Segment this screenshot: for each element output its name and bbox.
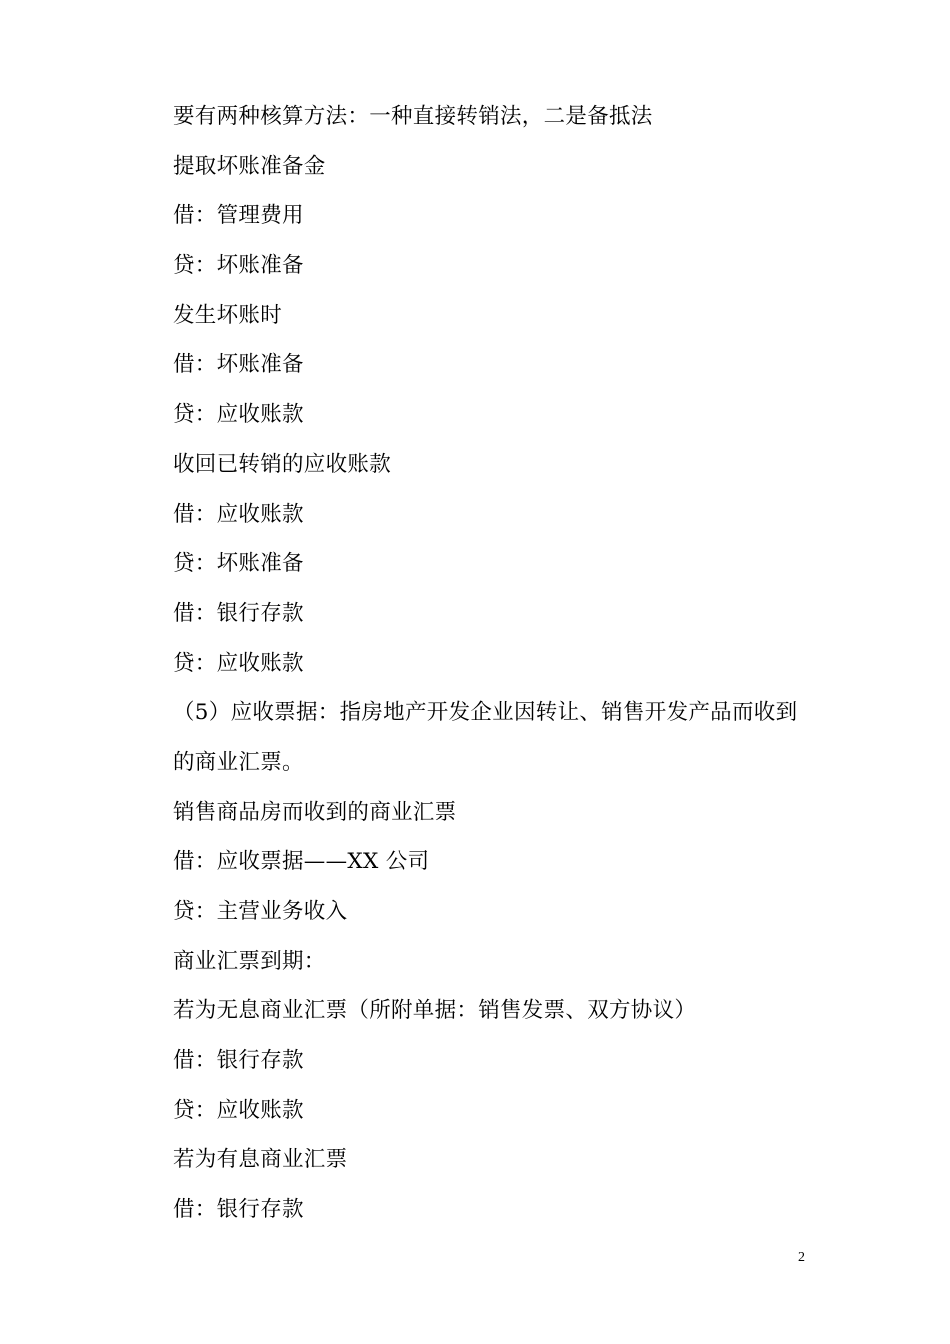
- text-line: 贷：坏账准备: [173, 253, 304, 279]
- text-line: 借：坏账准备: [173, 352, 304, 378]
- text-line: 借：应收账款: [173, 501, 304, 527]
- text-line: 提取坏账准备金: [173, 153, 326, 179]
- text-line: 要有两种核算方法：一种直接转销法，二是备抵法: [173, 104, 653, 129]
- text-line: 贷：应收账款: [173, 650, 304, 676]
- text-line: 收回已转销的应收账款: [173, 451, 392, 477]
- document-body: [173, 92, 823, 1235]
- text-line: 贷：应收账款: [173, 402, 304, 428]
- text-line: 借：银行存款: [173, 1048, 304, 1074]
- text-line: 借：应收票据——XX 公司: [173, 849, 430, 875]
- page-number: 2: [798, 1250, 805, 1265]
- text-line: 贷：坏账准备: [173, 551, 304, 577]
- text-line: 借：管理费用: [173, 203, 304, 229]
- text-line: 的商业汇票。: [173, 749, 304, 775]
- text-line: 借：银行存款: [173, 600, 304, 626]
- text-line: （5）应收票据：指房地产开发企业因转让、销售开发产品而收到: [173, 700, 798, 726]
- text-line: 商业汇票到期：: [173, 948, 326, 974]
- text-line: 借：银行存款: [173, 1197, 304, 1223]
- text-line: 贷：主营业务收入: [173, 899, 348, 924]
- text-line: 若为有息商业汇票: [173, 1147, 348, 1173]
- text-line: 贷：应收账款: [173, 1097, 304, 1123]
- text-line: 发生坏账时: [173, 302, 283, 328]
- text-line: 销售商品房而收到的商业汇票: [173, 799, 457, 825]
- text-line: 若为无息商业汇票（所附单据：销售发票、双方协议）: [173, 998, 697, 1024]
